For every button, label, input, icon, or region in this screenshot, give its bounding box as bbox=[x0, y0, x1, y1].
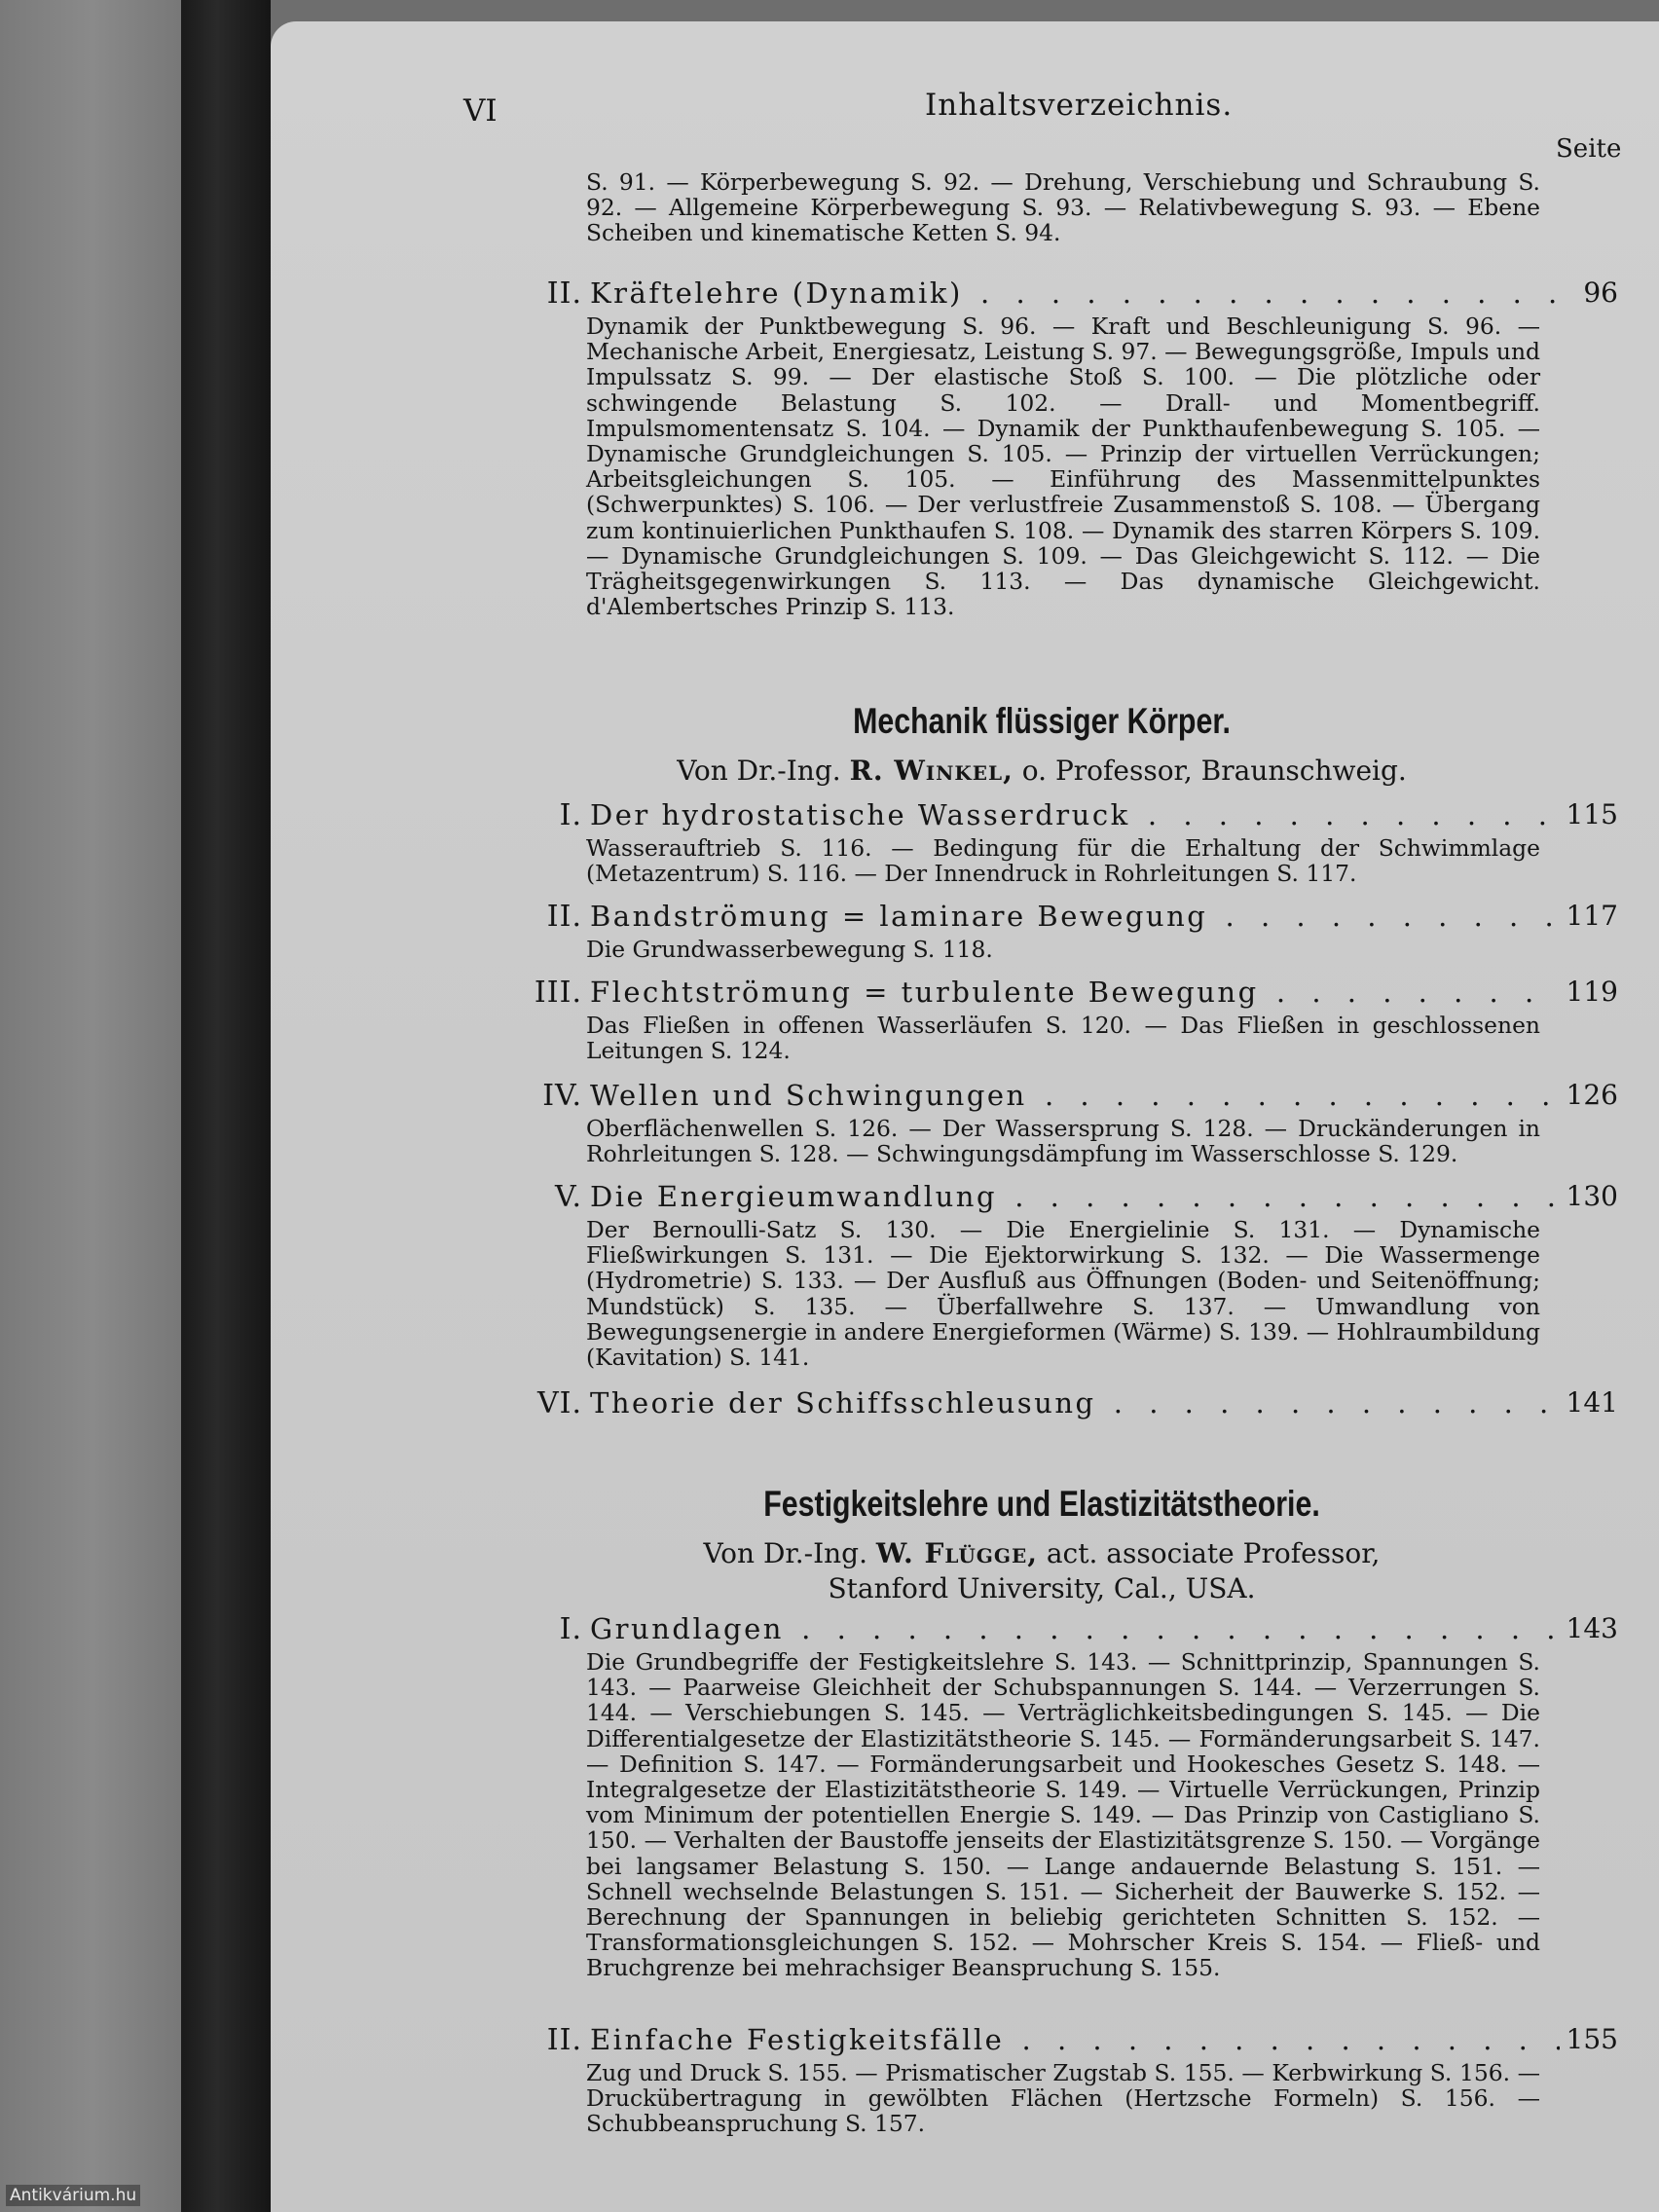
toc-entry-einfache-festigkeitsfaelle bbox=[506, 2023, 1626, 2137]
toc-entry-schiffsschleusung bbox=[506, 1386, 1626, 1425]
entry-number: III. bbox=[534, 976, 582, 1010]
seite-label: Seite bbox=[1556, 134, 1622, 164]
entry-title: Bandströmung = laminare Bewegung . . . bbox=[590, 900, 1560, 933]
entry-page: 130 bbox=[1566, 1180, 1618, 1212]
entry-title: Kräftelehre (Dynamik) . . . bbox=[590, 276, 1560, 310]
entry-title: Theorie der Schiffsschleusung . . . bbox=[590, 1386, 1560, 1419]
section-author-festigkeitslehre: Von Dr.-Ing. W. Flügge, act. associate Professor, Stanford University, Cal., USA. bbox=[703, 1537, 1381, 1604]
running-title: Inhaltsverzeichnis. bbox=[925, 88, 1234, 123]
toc-entry-wellen bbox=[506, 1079, 1626, 1166]
entry-number: II. bbox=[546, 900, 582, 934]
entry-title: Wellen und Schwingungen . . . bbox=[590, 1079, 1560, 1112]
entry-number: I. bbox=[559, 798, 582, 832]
entry-page: 115 bbox=[1566, 798, 1618, 830]
entry-description: Dynamik der Punktbewegung S. 96. — Kraft und Beschleunigung S. 96. — Mechanische Arbeit, Energiesatz, Leistung S. 97. — Bewegungsgröße, Impuls und Impulssatz S. 99. — Der elastische Stoß S. 100. — Die plötzliche oder schwingende Belastung S. 102. — Drall- und Momentbegriff. Impulsmomentensatz S. 104. — Dynamik der Punkthaufenbewegung S. 105. — Dynamische Grundgleichungen S. 105. — Prinzip der virtuellen Verrückungen; Arbeitsgleichungen S. 105. — Einführung des Massenmittelpunktes (Schwerpunktes) S. 106. — Der verlustfreie Zusammenstoß S. 108. — Übergang zum kontinuierlichen Punkthaufen S. 108. — Dynamik des starren Körpers S. 109. — Dynamische Grundgleichungen S. 109. — Das Gleichgewicht S. 112. — Die Trägheitsgegenwirkungen S. 113. — Das dynamische Gleichgewicht. d'Alembertsches Prinzip S. 113. bbox=[586, 313, 1540, 621]
entry-page: 126 bbox=[1566, 1079, 1618, 1111]
entry-number: V. bbox=[555, 1180, 582, 1214]
entry-description: Der Bernoulli-Satz S. 130. — Die Energielinie S. 131. — Dynamische Fließwirkungen S. 131. — Die Ejektorwirkung S. 132. — Die Wassermenge (Hydrometrie) S. 133. — Der Ausfluß aus Öffnungen (Boden- und Seitenöffnung; Mundstück) S. 135. — Überfallwehre S. 137. — Umwandlung von Bewegungsenergie in andere Energieformen (Wärme) S. 139. — Hohlraumbildung (Kavitation) S. 141. bbox=[586, 1216, 1540, 1372]
entry-description: Oberflächenwellen S. 126. — Der Wassersprung S. 128. — Druckänderungen in Rohrleitungen S. 128. — Schwingungsdämpfung im Wasserschlosse S. 129. bbox=[586, 1115, 1540, 1168]
entry-page: 96 bbox=[1583, 276, 1618, 309]
toc-entry-energieumwandlung bbox=[506, 1180, 1626, 1370]
entry-number: VI. bbox=[536, 1386, 582, 1420]
entry-page: 117 bbox=[1566, 900, 1618, 932]
entry-description: Zug und Druck S. 155. — Prismatischer Zugstab S. 155. — Kerbwirkung S. 156. — Druckübertragung in gewölbten Flächen (Hertzsche Formeln) S. 156. — Schubbeanspruchung S. 157. bbox=[586, 2059, 1540, 2138]
section-title-festigkeitslehre: Festigkeitslehre und Elastizitätstheorie. bbox=[763, 1484, 1320, 1524]
entry-description: S. 91. — Körperbewegung S. 92. — Drehung, Verschiebung und Schraubung S. 92. — Allgemeine Körperbewegung S. 93. — Relativbewegung S. 93. — Ebene Scheiben und kinematische Ketten S. 94. bbox=[586, 168, 1540, 247]
watermark: Antikvárium.hu bbox=[6, 2185, 140, 2206]
entry-page: 141 bbox=[1566, 1386, 1618, 1419]
entry-description: Die Grundwasserbewegung S. 118. bbox=[586, 936, 993, 963]
toc-entry-kraeftelehre bbox=[506, 276, 1626, 619]
entry-title: Einfache Festigkeitsfälle . . . bbox=[590, 2023, 1560, 2056]
entry-page: 119 bbox=[1566, 976, 1618, 1008]
entry-number: IV. bbox=[542, 1079, 582, 1113]
toc-entry-bandstroemung bbox=[506, 900, 1626, 962]
toc-entry-grundlagen bbox=[506, 1612, 1626, 1981]
entry-page: 155 bbox=[1566, 2023, 1618, 2055]
intro-block bbox=[506, 168, 1626, 247]
entry-description: Die Grundbegriffe der Festigkeitslehre S. 143. — Schnittprinzip, Spannungen S. 143. — Paarweise Gleichheit der Schubspannungen S. 144. — Verzerrungen S. 144. — Verschiebungen S. 145. — Verträglichkeitsbedingungen S. 145. — Die Differentialgesetze der Elastizitätstheorie S. 145. — Formänderungsarbeit S. 147. — Definition S. 147. — Formänderungsarbeit und Hookesches Gesetz S. 148. — Integralgesetze der Elastizitätstheorie S. 149. — Virtuelle Verrückungen, Prinzip vom Minimum der potentiellen Energie S. 149. — Das Prinzip von Castigliano S. 150. — Verhalten der Baustoffe jenseits der Elastizitätsgrenze S. 150. — Vorgänge bei langsamer Belastung S. 150. — Lange andauernde Belastung S. 151. — Schnell wechselnde Belastungen S. 151. — Sicherheit der Bauwerke S. 152. — Berechnung der Spannungen in beliebig gerichteten Schnitten S. 152. — Transformationsgleichungen S. 152. — Mohrscher Kreis S. 154. — Fließ- und Bruchgrenze bei mehrachsiger Beanspruchung S. 155. bbox=[586, 1648, 1540, 1982]
entry-title: Die Energieumwandlung . . . bbox=[590, 1180, 1560, 1213]
toc-entry-flechtstroemung bbox=[506, 976, 1626, 1063]
section-title-mechanik: Mechanik flüssiger Körper. bbox=[853, 701, 1231, 741]
entry-number: II. bbox=[546, 276, 582, 311]
entry-number: I. bbox=[559, 1612, 582, 1646]
toc-entry-hydrostatik bbox=[506, 798, 1626, 886]
page-number: VI bbox=[463, 93, 498, 129]
entry-title: Der hydrostatische Wasserdruck . . . bbox=[590, 798, 1560, 831]
section-author-mechanik: Von Dr.-Ing. R. Winkel, o. Professor, Braunschweig. bbox=[677, 755, 1407, 787]
entry-title: Grundlagen . . . bbox=[590, 1612, 1560, 1645]
entry-description: Das Fließen in offenen Wasserläufen S. 120. — Das Fließen in geschlossenen Leitungen S. 124. bbox=[586, 1012, 1540, 1065]
entry-page: 143 bbox=[1566, 1612, 1618, 1644]
entry-description: Wasserauftrieb S. 116. — Bedingung für die Erhaltung der Schwimmlage (Metazentrum) S. 116. — Der Innendruck in Rohrleitungen S. 117. bbox=[586, 834, 1540, 888]
entry-number: II. bbox=[546, 2023, 582, 2057]
entry-title: Flechtströmung = turbulente Bewegung . . . bbox=[590, 976, 1560, 1009]
